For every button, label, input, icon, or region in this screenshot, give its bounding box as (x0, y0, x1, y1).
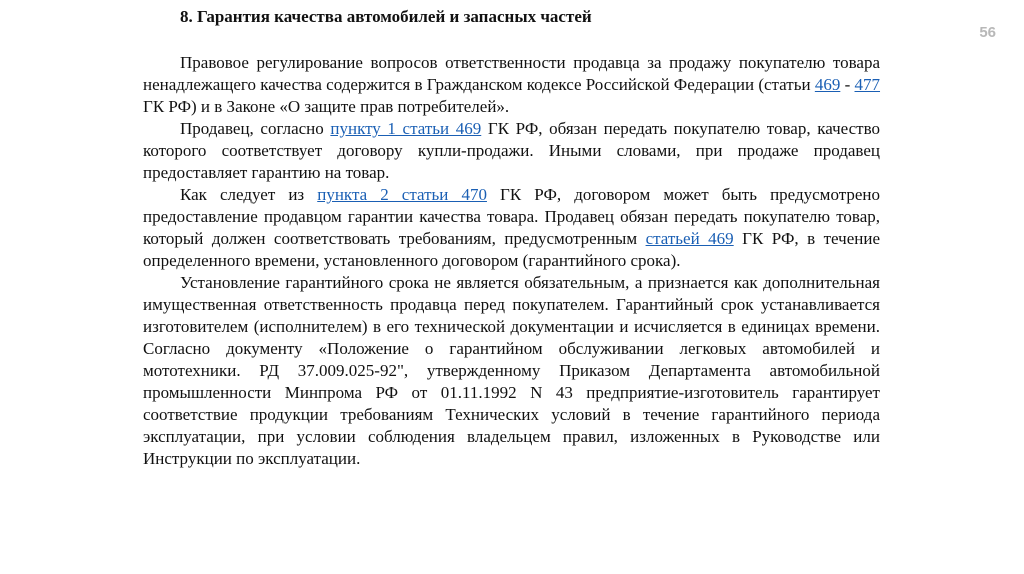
paragraph-text: Продавец, согласно (180, 119, 331, 138)
paragraph-text: Установление гарантийного срока не является обязательным, а признается как дополнительная имущественная ответственность продавца перед покупателем. Гарантийный срок устанавливается изготовителем (исполнителем) в его технической документации и исчисляется в единицах времени. Согласно документу «Положение о гарантийном обслуживании легковых автомобилей и мототехники. РД 37.009.025-92", утвержденному Приказом Департамента автомобильной промышленности Минпрома РФ от 01.11.1992 N 43 предприятие-изготовитель гарантирует соответствие продукции требованиям Технических условий в течение гарантийного периода эксплуатации, при условии соблюдения владельцем правил, изложенных в Руководстве или Инструкции по эксплуатации. (143, 273, 880, 468)
paragraph-legal-regulation (143, 52, 880, 118)
slide-title: 8. Гарантия качества автомобилей и запасных частей (180, 7, 592, 26)
paragraph-text: Как следует из (180, 185, 318, 204)
link-clause-2-article-470[interactable]: пункта 2 статьи 470 (317, 185, 487, 204)
slide-body (143, 52, 880, 470)
link-article-477[interactable]: 477 (854, 75, 881, 94)
paragraph-text: ГК РФ, договором может быть предусмотрено предоставление продавцом гарантии качества товара. Продавец обязан передать покупателю товар, который должен соответствовать требованиям, предусмотренным (143, 185, 880, 248)
paragraph-quality-guarantee (143, 184, 880, 272)
page-number: 56 (979, 24, 996, 41)
link-article-469-requirements[interactable]: статьей 469 (645, 229, 734, 248)
paragraph-warranty-period (143, 272, 880, 470)
link-article-469[interactable]: 469 (814, 75, 841, 94)
paragraph-seller-obligation (143, 118, 880, 184)
link-clause-1-article-469[interactable]: пункту 1 статьи 469 (330, 119, 482, 138)
paragraph-text: ГК РФ, обязан передать покупателю товар, качество которого соответствует договору купли-продажи. Иными словами, при продаже продавец предоставляет гарантию на товар. (143, 119, 880, 182)
paragraph-text: ГК РФ) и в Законе «О защите прав потребителей». (143, 97, 510, 116)
paragraph-text: Правовое регулирование вопросов ответственности продавца за продажу покупателю товара ненадлежащего качества содержится в Гражданском кодексе Российской Федерации (статьи (143, 53, 880, 94)
paragraph-text: - (840, 75, 855, 94)
paragraph-text: ГК РФ, в течение определенного времени, установленного договором (гарантийного срока). (143, 229, 880, 270)
